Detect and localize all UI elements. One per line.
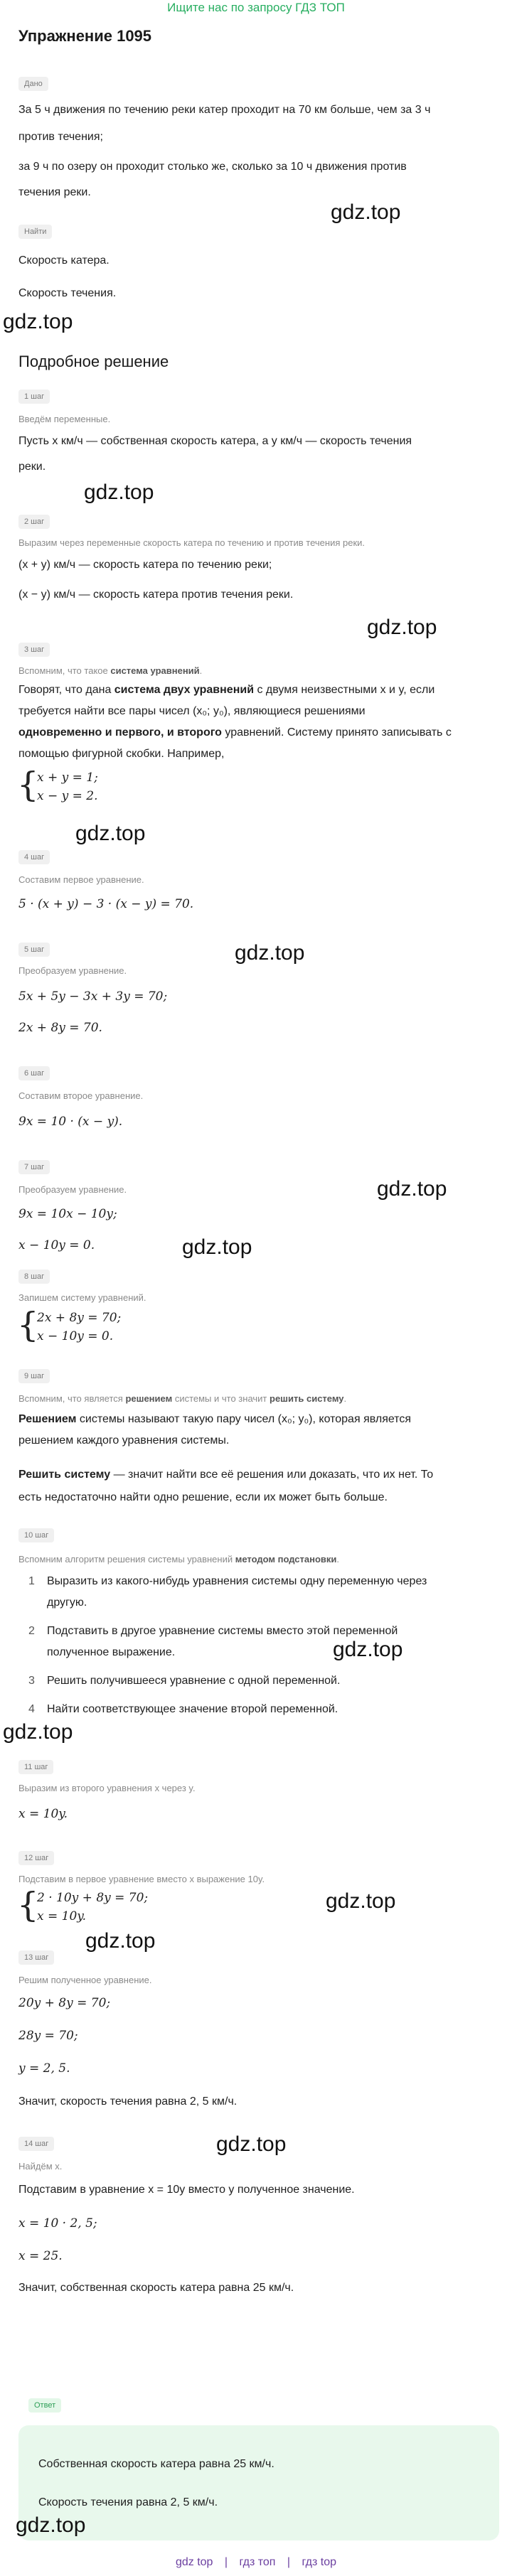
step-label: 4 шаг bbox=[18, 850, 50, 864]
given-line-3: за 9 ч по озеру он проходит столько же, сколько за 10 ч движения против bbox=[18, 161, 407, 173]
given-label: Дано bbox=[18, 77, 48, 91]
given-line-4: течения реки. bbox=[18, 186, 91, 198]
watermark: gdz.top bbox=[235, 941, 305, 965]
watermark: gdz.top bbox=[216, 2132, 287, 2156]
step-caption: Введём переменные. bbox=[18, 414, 111, 424]
step-caption: Составим первое уравнение. bbox=[18, 874, 144, 885]
step-label: 13 шаг bbox=[18, 1950, 54, 1965]
given-line-1: За 5 ч движения по течению реки катер проходит на 70 км больше, чем за 3 ч bbox=[18, 104, 431, 116]
step-caption: Выразим из второго уравнения x через y. bbox=[18, 1783, 196, 1793]
step-text: Решить систему — значит найти все её решения или доказать, что их нет. То bbox=[18, 1469, 434, 1481]
equation: x = 10y. bbox=[18, 1807, 68, 1821]
watermark: gdz.top bbox=[3, 310, 73, 333]
answer-line-1: Собственная скорость катера равна 25 км/ч. bbox=[38, 2458, 274, 2470]
equation: x − 10y = 0. bbox=[37, 1329, 114, 1343]
step-label: 6 шаг bbox=[18, 1066, 50, 1080]
footer-links bbox=[0, 2556, 512, 2569]
step-text: требуется найти все пары чисел (x₀; y₀), являющиеся решениями bbox=[18, 705, 366, 717]
step-text: (x + y) км/ч — скорость катера по течению реки; bbox=[18, 559, 272, 571]
step-caption: Преобразуем уравнение. bbox=[18, 1184, 127, 1195]
step-text: одновременно и первого, и второго уравнений. Систему принято записывать с bbox=[18, 726, 452, 739]
step-text: Решением системы называют такую пару чисел (x₀; y₀), которая является bbox=[18, 1413, 412, 1425]
watermark: gdz.top bbox=[367, 616, 437, 639]
step-label: 8 шаг bbox=[18, 1270, 50, 1284]
find-line-2: Скорость течения. bbox=[18, 287, 117, 299]
footer-link[interactable]: gdz top bbox=[175, 2556, 213, 2568]
equation: x = 10 · 2, 5; bbox=[18, 2216, 97, 2231]
equation: x = 25. bbox=[18, 2249, 63, 2263]
footer-link[interactable]: гдз топ bbox=[239, 2556, 276, 2568]
footer-separator: | bbox=[287, 2556, 291, 2568]
answer-line-2: Скорость течения равна 2, 5 км/ч. bbox=[38, 2496, 218, 2508]
list-item-continuation: полученное выражение. bbox=[47, 1646, 176, 1658]
top-search-link[interactable]: Ищите нас по запросу ГДЗ ТОП bbox=[167, 1, 345, 14]
footer-link[interactable]: гдз top bbox=[302, 2556, 337, 2568]
step-caption: Преобразуем уравнение. bbox=[18, 965, 127, 976]
step-caption: Решим полученное уравнение. bbox=[18, 1975, 152, 1985]
step-caption: Вспомним алгоритм решения системы уравнений методом подстановки. bbox=[18, 1554, 340, 1565]
given-line-2: против течения; bbox=[18, 131, 103, 143]
equation: x + y = 1; bbox=[37, 771, 98, 785]
step-label: 5 шаг bbox=[18, 943, 50, 957]
step-caption: Вспомним, что такое система уравнений. bbox=[18, 665, 203, 676]
watermark: gdz.top bbox=[331, 200, 401, 224]
equation: 5 · (x + y) − 3 · (x − y) = 70. bbox=[18, 897, 194, 911]
equation: 5x + 5y − 3x + 3y = 70; bbox=[18, 989, 168, 1004]
top-banner bbox=[0, 0, 512, 17]
equation: y = 2, 5. bbox=[18, 2061, 70, 2076]
step-text: есть недостаточно найти одно решение, если их может быть больше. bbox=[18, 1491, 388, 1503]
find-label: Найти bbox=[18, 225, 52, 239]
step-label: 3 шаг bbox=[18, 643, 50, 657]
equation: 9x = 10x − 10y; bbox=[18, 1207, 117, 1221]
equation: 28y = 70; bbox=[18, 2029, 78, 2043]
step-label: 2 шаг bbox=[18, 515, 50, 529]
step-text: реки. bbox=[18, 461, 46, 473]
step-label: 12 шаг bbox=[18, 1851, 54, 1865]
system-brace: { bbox=[17, 1305, 39, 1345]
find-line-1: Скорость катера. bbox=[18, 254, 110, 267]
step-text: помощью фигурной скобки. Например, bbox=[18, 748, 225, 760]
page-title: Упражнение 1095 bbox=[18, 27, 152, 45]
system-brace: { bbox=[17, 765, 39, 805]
footer-separator: | bbox=[224, 2556, 228, 2568]
watermark: gdz.top bbox=[16, 2513, 86, 2537]
step-result: Значит, собственная скорость катера равна 25 км/ч. bbox=[18, 2282, 294, 2294]
equation: 2x + 8y = 70. bbox=[18, 1021, 102, 1035]
step-caption: Найдём x. bbox=[18, 2161, 63, 2172]
step-label: 11 шаг bbox=[18, 1760, 53, 1774]
equation: x − 10y = 0. bbox=[18, 1238, 95, 1252]
answer-label: Ответ bbox=[28, 2398, 61, 2413]
equation: 2x + 8y = 70; bbox=[37, 1311, 122, 1325]
watermark: gdz.top bbox=[84, 481, 154, 504]
step-caption: Выразим через переменные скорость катера по течению и против течения реки. bbox=[18, 537, 366, 548]
step-caption: Подставим в первое уравнение вместо x выражение 10y. bbox=[18, 1874, 265, 1884]
equation: 20y + 8y = 70; bbox=[18, 1996, 111, 2010]
step-label: 9 шаг bbox=[18, 1369, 50, 1383]
list-item: 2 Подставить в другое уравнение системы вместо этой переменной bbox=[28, 1625, 398, 1637]
step-label: 7 шаг bbox=[18, 1160, 50, 1174]
watermark: gdz.top bbox=[326, 1889, 396, 1913]
watermark: gdz.top bbox=[85, 1929, 156, 1953]
step-text: решением каждого уравнения системы. bbox=[18, 1434, 230, 1447]
step-text: Пусть x км/ч — собственная скорость катера, а y км/ч — скорость течения bbox=[18, 435, 412, 447]
step-text: Говорят, что дана система двух уравнений с двумя неизвестными x и y, если bbox=[18, 684, 435, 696]
watermark: gdz.top bbox=[3, 1720, 73, 1744]
step-text: Подставим в уравнение x = 10y вместо y полученное значение. bbox=[18, 2184, 355, 2196]
list-item: 4 Найти соответствующее значение второй переменной. bbox=[28, 1703, 338, 1715]
step-caption: Вспомним, что является решением системы и что значит решить систему. bbox=[18, 1393, 347, 1404]
step-text: (x − y) км/ч — скорость катера против течения реки. bbox=[18, 589, 294, 601]
solution-title: Подробное решение bbox=[18, 353, 169, 370]
step-label: 10 шаг bbox=[18, 1528, 54, 1542]
list-item: 1 Выразить из какого-нибудь уравнения системы одну переменную через bbox=[28, 1575, 427, 1587]
watermark: gdz.top bbox=[75, 822, 146, 845]
watermark: gdz.top bbox=[377, 1177, 447, 1201]
list-item: 3 Решить получившееся уравнение с одной переменной. bbox=[28, 1675, 341, 1687]
equation: x = 10y. bbox=[37, 1909, 87, 1923]
answer-box bbox=[18, 2425, 499, 2540]
watermark: gdz.top bbox=[182, 1235, 252, 1259]
step-caption: Запишем систему уравнений. bbox=[18, 1292, 146, 1303]
list-item-continuation: другую. bbox=[47, 1596, 87, 1609]
step-caption: Составим второе уравнение. bbox=[18, 1090, 144, 1101]
step-result: Значит, скорость течения равна 2, 5 км/ч. bbox=[18, 2095, 238, 2108]
system-brace: { bbox=[17, 1885, 39, 1925]
step-label: 14 шаг bbox=[18, 2137, 54, 2151]
equation: 2 · 10y + 8y = 70; bbox=[37, 1891, 149, 1905]
equation: 9x = 10 · (x − y). bbox=[18, 1115, 123, 1129]
step-label: 1 шаг bbox=[18, 390, 50, 404]
equation: x − y = 2. bbox=[37, 789, 98, 803]
watermark: gdz.top bbox=[333, 1638, 403, 1661]
